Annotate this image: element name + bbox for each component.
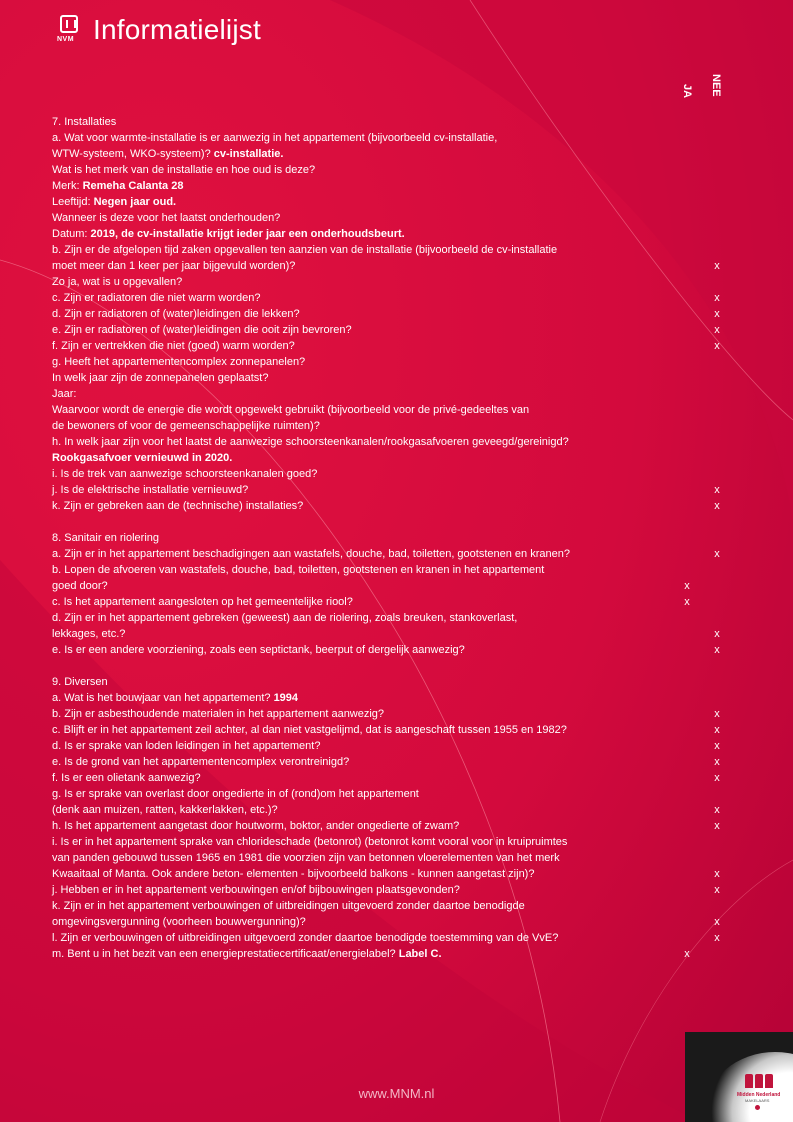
column-header-ja: JA [681,84,693,99]
question-row [52,850,742,866]
question-text: e. Zijn er radiatoren of (water)leidingen die ooit zijn bevroren? [52,324,352,336]
question-text: b. Zijn er de afgelopen tijd zaken opgevallen ten aanzien van de installatie (bijvoorbeeld de cv-installatie [52,244,558,256]
brand-dot [755,1105,760,1110]
question-row [52,418,742,434]
question-text: 8. Sanitair en riolering [52,532,160,544]
question-row [52,626,742,642]
question-text: Wanneer is deze voor het laatst onderhouden? [52,212,281,224]
nvm-logo [57,15,85,45]
question-text: l. Zijn er verbouwingen of uitbreidingen uitgevoerd zonder daartoe benodigde toestemming van de VvE? [52,932,559,944]
question-text: h. In welk jaar zijn voor het laatst de aanwezige schoorsteenkanalen/rookgasafvoeren geveegd/gereinigd? [52,436,569,448]
question-row [52,162,742,178]
question-row [52,690,742,706]
question-text: e. Is er een andere voorziening, zoals een septictank, beerput of dergelijk aanwezig? [52,644,465,656]
question-row [52,802,742,818]
logo-text: NVM [57,36,75,43]
question-text [52,450,232,466]
brand-logo [685,1032,793,1122]
question-text: van panden gebouwd tussen 1965 en 1981 die voorzien zijn van betonnen vloerelementen van het merk [52,852,560,864]
check-nee: x [714,724,720,736]
question-text: i. Is er in het appartement sprake van chlorideschade (betonrot) (betonrot komt vooral voor in kruipruimtes [52,836,568,848]
answer-text: Rookgasafvoer vernieuwd in 2020. [52,452,233,464]
answer-text: 1994 [273,692,299,704]
question-row [52,354,742,370]
answer-text: Remeha Calanta 28 [82,180,184,192]
question-text: omgevingsvergunning (voorheen bouwvergunning)? [52,916,306,928]
question-text: WTW-systeem, WKO-systeem)? cv-installatie. [52,148,284,160]
question-row [52,274,742,290]
question-row [52,130,742,146]
answer-text: Label C. [398,948,442,960]
check-nee: x [714,708,720,720]
question-text: goed door? [52,580,108,592]
question-row [52,882,742,898]
check-nee: x [714,484,720,496]
question-row [52,706,742,722]
question-row [52,210,742,226]
question-row [52,770,742,786]
question-text: c. Zijn er radiatoren die niet warm worden? [52,292,261,304]
answer-text: cv-installatie. [213,148,284,160]
check-nee: x [714,756,720,768]
question-text: Jaar: [52,388,77,400]
brand-sub: MAKELAARS [745,1098,770,1103]
question-row [52,386,742,402]
question-row [52,786,742,802]
check-nee: x [714,324,720,336]
question-row [52,178,742,194]
question-text: k. Zijn er in het appartement verbouwingen of uitbreidingen uitgevoerd zonder daartoe benodigde [52,900,525,912]
question-row [52,322,742,338]
question-row [52,194,742,210]
question-row [52,594,742,610]
check-nee: x [714,772,720,784]
question-row [52,754,742,770]
check-nee: x [714,548,720,560]
question-text: Leeftijd: Negen jaar oud. [52,196,177,208]
question-text: g. Is er sprake van overlast door ongedierte in of (rond)om het appartement [52,788,419,800]
question-row [52,818,742,834]
question-text: d. Is er sprake van loden leidingen in het appartement? [52,740,321,752]
check-nee: x [714,932,720,944]
question-row [52,946,742,962]
check-nee: x [714,644,720,656]
question-text: (denk aan muizen, ratten, kakkerlakken, etc.)? [52,804,278,816]
question-row [52,610,742,626]
check-nee: x [714,260,720,272]
question-text: Waarvoor wordt de energie die wordt opgewekt gebruikt (bijvoorbeeld voor de privé-gedeeltes van [52,404,530,416]
question-row [52,658,742,674]
question-list [52,114,742,962]
question-text: Merk: Remeha Calanta 28 [52,180,184,192]
question-text: Wat is het merk van de installatie en hoe oud is deze? [52,164,316,176]
question-text: d. Zijn er radiatoren of (water)leidingen die lekken? [52,308,300,320]
question-text: f. Is er een olietank aanwezig? [52,772,201,784]
footer-url[interactable]: www.MNM.nl [358,1086,435,1101]
check-nee: x [714,292,720,304]
house-icon [60,15,78,33]
answer-text: Negen jaar oud. [93,196,177,208]
question-row [52,722,742,738]
check-nee: x [714,916,720,928]
answer-text: 2019, de cv-installatie krijgt ieder jaar een onderhoudsbeurt. [90,228,405,240]
question-text: b. Zijn er asbesthoudende materialen in het appartement aanwezig? [52,708,385,720]
check-nee: x [714,500,720,512]
question-text: a. Wat is het bouwjaar van het appartement? 1994 [52,692,299,704]
question-text: e. Is de grond van het appartementencomplex verontreinigd? [52,756,350,768]
question-text: k. Zijn er gebreken aan de (technische) installaties? [52,500,304,512]
check-nee: x [714,868,720,880]
question-row [52,114,742,130]
question-row [52,370,742,386]
question-row [52,866,742,882]
question-row [52,226,742,242]
question-row [52,562,742,578]
page-title: Informatielijst [93,14,261,45]
question-text: i. Is de trek van aanwezige schoorsteenkanalen goed? [52,468,318,480]
question-row [52,674,742,690]
books-icon [745,1074,775,1088]
question-row [52,546,742,562]
check-ja: x [684,596,690,608]
question-row [52,306,742,322]
question-text: f. Zijn er vertrekken die niet (goed) warm worden? [52,340,295,352]
question-text: d. Zijn er in het appartement gebreken (geweest) aan de riolering, zoals breuken, stankoverlast, [52,612,518,624]
check-nee: x [714,804,720,816]
question-row [52,514,742,530]
question-text: m. Bent u in het bezit van een energieprestatiecertificaat/energielabel? Label C. [52,948,442,960]
check-nee: x [714,820,720,832]
question-text: g. Heeft het appartementencomplex zonnepanelen? [52,356,306,368]
question-text: 9. Diversen [52,676,108,688]
question-row [52,290,742,306]
check-nee: x [714,628,720,640]
question-text: h. Is het appartement aangetast door houtworm, boktor, ander ongedierte of zwam? [52,820,460,832]
question-text: de bewoners of voor de gemeenschappelijke ruimten)? [52,420,320,432]
question-text: Zo ja, wat is u opgevallen? [52,276,183,288]
question-row [52,898,742,914]
question-text: In welk jaar zijn de zonnepanelen geplaatst? [52,372,269,384]
question-row [52,450,742,466]
question-text: lekkages, etc.? [52,628,126,640]
question-row [52,930,742,946]
question-text: j. Hebben er in het appartement verbouwingen en/of bijbouwingen plaatsgevonden? [52,884,460,896]
column-header-nee: NEE [710,74,722,97]
question-row [52,482,742,498]
question-text: j. Is de elektrische installatie vernieuwd? [52,484,249,496]
question-row [52,258,742,274]
question-text: moet meer dan 1 keer per jaar bijgevuld worden)? [52,260,296,272]
question-row [52,338,742,354]
check-ja: x [684,948,690,960]
question-row [52,834,742,850]
question-text: Datum: 2019, de cv-installatie krijgt ieder jaar een onderhoudsbeurt. [52,228,405,240]
question-row [52,914,742,930]
brand-name: Midden Nederland [737,1092,781,1098]
question-row [52,434,742,450]
question-row [52,242,742,258]
question-row [52,738,742,754]
question-row [52,578,742,594]
question-text: 7. Installaties [52,116,117,128]
question-row [52,466,742,482]
question-row [52,146,742,162]
check-nee: x [714,340,720,352]
check-ja: x [684,580,690,592]
check-nee: x [714,308,720,320]
header [57,14,261,46]
question-text: a. Wat voor warmte-installatie is er aanwezig in het appartement (bijvoorbeeld cv-installatie, [52,132,498,144]
question-text: Kwaaitaal of Manta. Ook andere beton- elementen - bijvoorbeeld balkons - kunnen aangetast zijn)? [52,868,535,880]
question-row [52,530,742,546]
question-text: b. Lopen de afvoeren van wastafels, douche, bad, toiletten, gootstenen en kranen in het appartement [52,564,545,576]
question-row [52,498,742,514]
check-nee: x [714,740,720,752]
check-nee: x [714,884,720,896]
question-text: c. Is het appartement aangesloten op het gemeentelijke riool? [52,596,353,608]
question-row [52,402,742,418]
question-row [52,642,742,658]
question-text: c. Blijft er in het appartement zeil achter, al dan niet vastgelijmd, dat is aangeschaft tussen 1955 en 1982? [52,724,567,736]
question-text: a. Zijn er in het appartement beschadigingen aan wastafels, douche, bad, toiletten, gootstenen en kranen? [52,548,570,560]
